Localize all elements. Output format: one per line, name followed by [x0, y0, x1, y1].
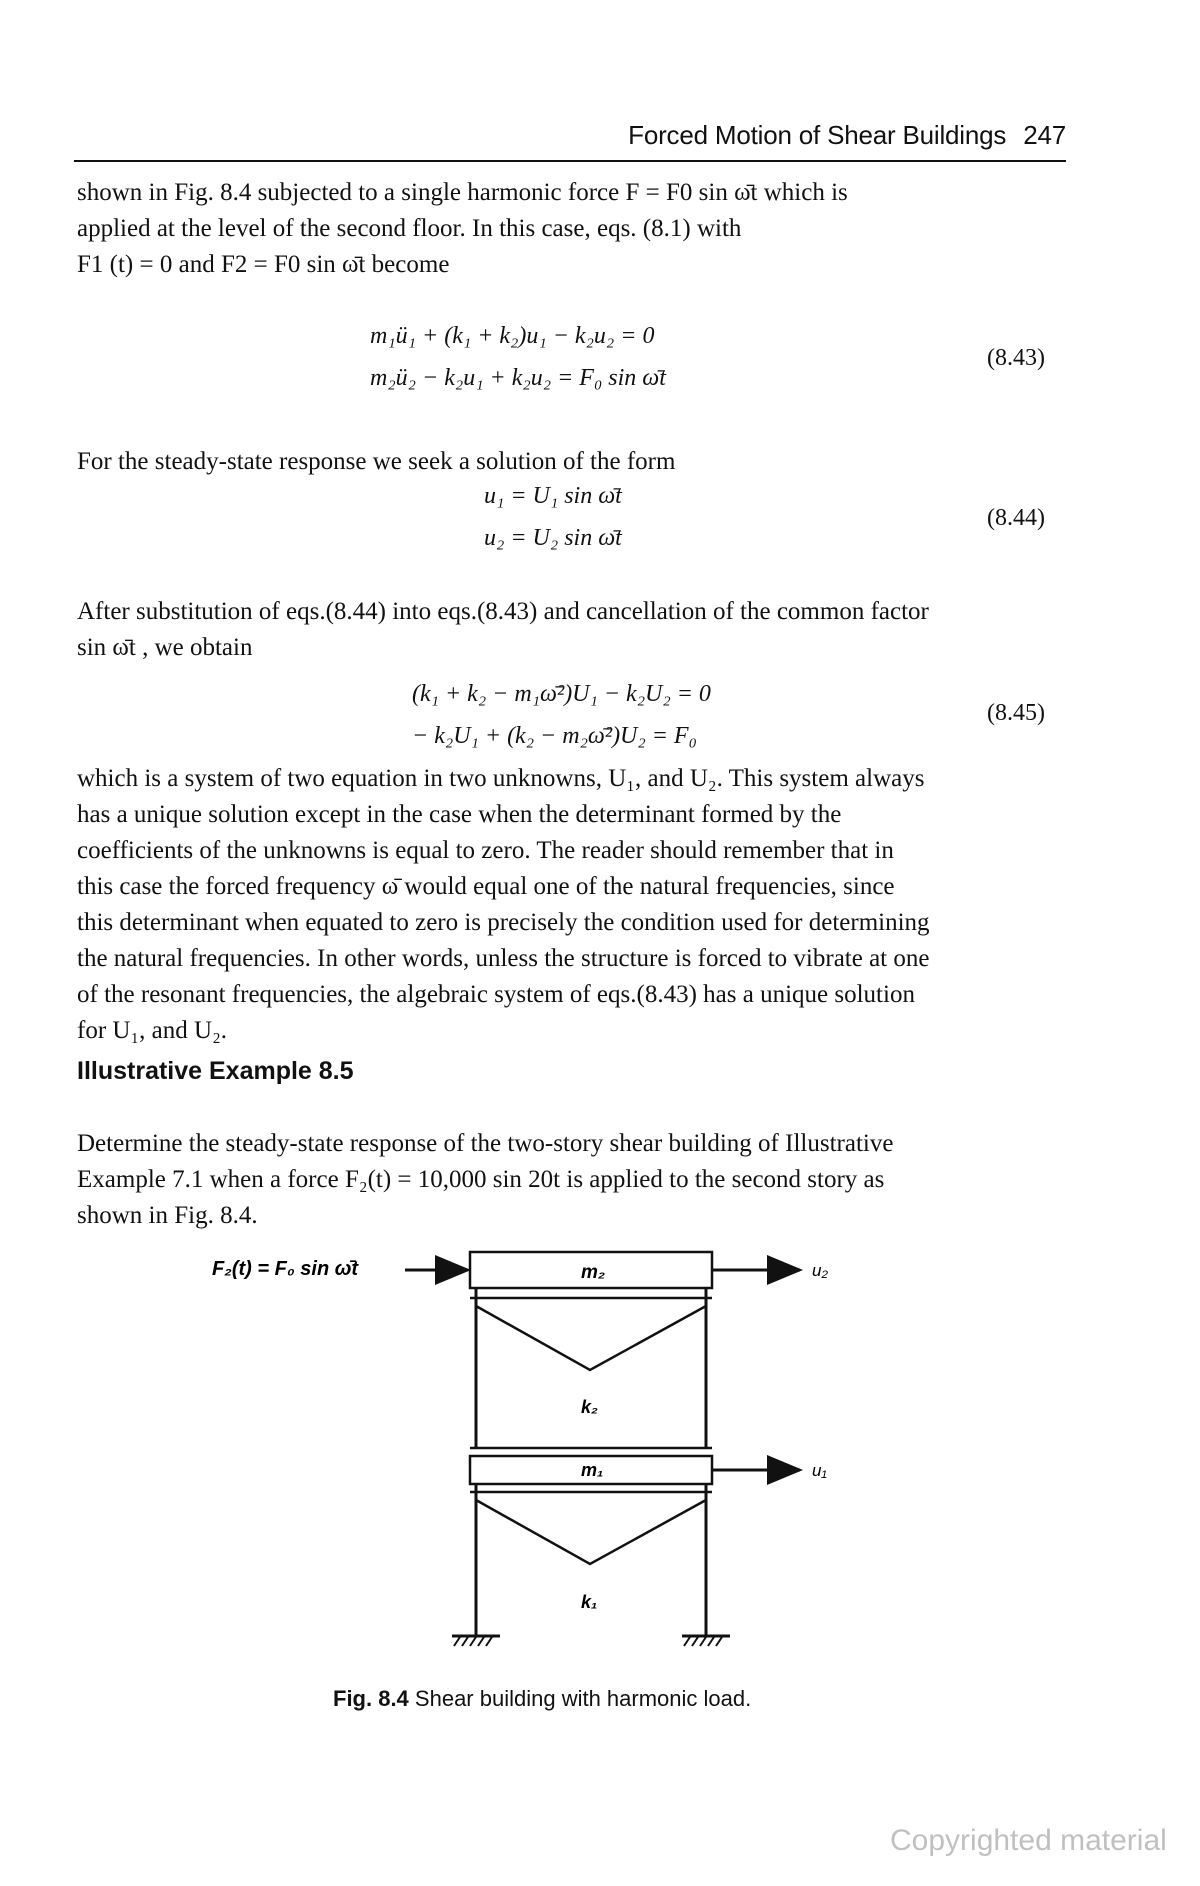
equation-line: (k₁ + k₂ − m₁ω̄²)U₁ − k₂U₂ = 0: [412, 681, 711, 707]
equation-line: − k₂U₁ + (k₂ − m₂ω̄²)U₂ = F₀: [412, 723, 697, 749]
text-line: shown in Fig. 8.4.: [77, 1202, 258, 1229]
equation-line: u₂ = U₂ sin ω̄t: [484, 525, 622, 551]
text-line: F1 (t) = 0 and F2 = F0 sin ω̄t become: [77, 251, 450, 278]
equation-8-45: [412, 673, 711, 757]
text-line: the natural frequencies. In other words, unless the structure is forced to vibrate at one: [77, 945, 930, 972]
equation-number: (8.45): [987, 700, 1045, 726]
text-line: for U₁, and U₂.: [77, 1017, 228, 1044]
text-line: coefficients of the unknowns is equal to zero. The reader should remember that in: [77, 837, 894, 864]
page-header: [74, 120, 1066, 162]
disp1-label: u₁: [812, 1461, 827, 1480]
text-line: Determine the steady-state response of the two-story shear building of Illustrative: [77, 1130, 894, 1157]
caption-label: Fig. 8.4: [333, 1686, 409, 1711]
paragraph-substitution: [77, 594, 1067, 666]
figure-caption: [333, 1686, 751, 1712]
text-line: applied at the level of the second floor. In this case, eqs. (8.1) with: [77, 215, 742, 242]
example-heading: Illustrative Example 8.5: [77, 1057, 354, 1085]
equation-line: u₁ = U₁ sin ω̄t: [484, 483, 622, 509]
text-line: After substitution of eqs.(8.44) into eqs.(8.43) and cancellation of the common factor: [77, 598, 929, 625]
copyright-watermark: Copyrighted material: [890, 1824, 1167, 1857]
text-line: this determinant when equated to zero is precisely the condition used for determining: [77, 909, 930, 936]
spring2-label: k₂: [581, 1397, 598, 1417]
text-line: which is a system of two equation in two unknowns, U₁, and U₂. This system always: [77, 765, 925, 792]
equation-8-43: [370, 315, 666, 399]
spring1-brace: [476, 1500, 706, 1564]
text-line: For the steady-state response we seek a solution of the form: [77, 448, 676, 475]
text-line: sin ω̄t , we obtain: [77, 634, 253, 661]
paragraph-example: [77, 1126, 1067, 1234]
equation-8-44: [484, 475, 622, 559]
text-line: of the resonant frequencies, the algebraic system of eqs.(8.43) has a unique solution: [77, 981, 915, 1008]
running-title: Forced Motion of Shear Buildings: [628, 120, 1007, 150]
paragraph-intro: [77, 175, 1067, 283]
equation-line: m₁ü₁ + (k₁ + k₂)u₁ − k₂u₂ = 0: [370, 323, 655, 349]
text-line: this case the forced frequency ω̄ would equal one of the natural frequencies, since: [77, 873, 895, 900]
equation-number: (8.44): [987, 505, 1045, 531]
disp2-label: u₂: [812, 1261, 828, 1280]
equation-number: (8.43): [987, 345, 1045, 371]
fixed-support-right: [682, 1636, 730, 1646]
text-line: shown in Fig. 8.4 subjected to a single harmonic force F = F0 sin ω̄t which is: [77, 179, 848, 206]
paragraph-system: [77, 761, 1067, 1049]
equation-line: m₂ü₂ − k₂u₁ + k₂u₂ = F₀ sin ω̄t: [370, 365, 666, 391]
caption-text: Shear building with harmonic load.: [414, 1686, 752, 1711]
force-label: F₂(t) = F₀ sin ω̄t: [212, 1258, 359, 1280]
shear-building-figure: [200, 1248, 900, 1648]
text-line: has a unique solution except in the case when the determinant formed by the: [77, 801, 842, 828]
text-line: Example 7.1 when a force F₂(t) = 10,000 sin 20t is applied to the second story as: [77, 1166, 885, 1193]
spring2-brace: [476, 1306, 706, 1370]
spring1-label: k₁: [581, 1592, 598, 1612]
mass1-label: m₁: [581, 1460, 604, 1480]
page-number: 247: [1023, 120, 1066, 150]
fixed-support-left: [452, 1636, 500, 1646]
mass2-label: m₂: [581, 1262, 606, 1283]
